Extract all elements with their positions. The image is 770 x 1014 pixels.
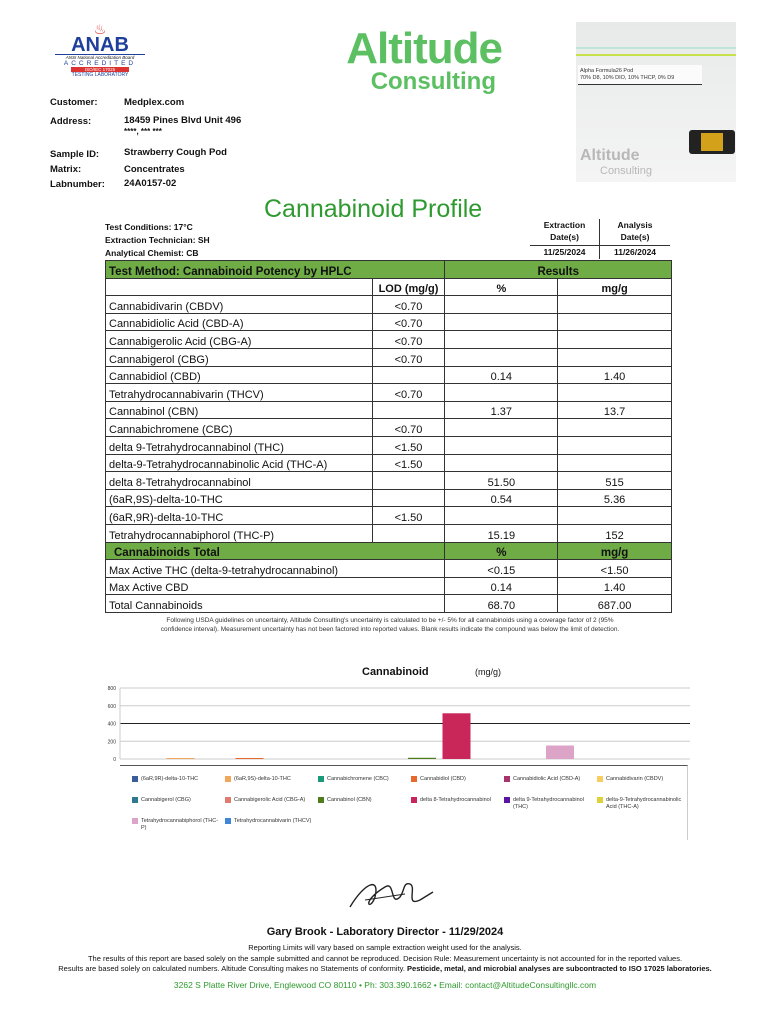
cell-pct xyxy=(445,454,558,472)
legend-swatch xyxy=(597,776,603,782)
cell-mg xyxy=(558,454,672,472)
table-row xyxy=(106,436,672,454)
cell-lod xyxy=(372,524,445,542)
sample-photo: Alpha Formula26 Pod 70% D8, 10% DIO, 10% THCP, 0% D9 Altitude Consulting xyxy=(576,22,736,182)
table-row xyxy=(106,348,672,366)
legend-item: delta-9-Tetrahydrocannabinolic Acid (THC-A) xyxy=(597,797,687,811)
cell-mg: 13.7 xyxy=(558,401,672,419)
cell-pct xyxy=(445,331,558,349)
results-table: Test Method: Cannabinoid Potency by HPLC Results LOD (mg/g) % mg/g Cannabidivarin (CBDV) <0.70 Cannabidiolic Acid (CBD-A) <0.70 Cannabigerolic Acid (CBG-A) <0.70 Cannabigerol (CBG) <0.70 Cannabidiol (CBD) 0.14 1.40 Tetrahydrocannabivarin (THCV) <0.70 Cannabinol (CBN) 1.37 13.7 Cannabichromene (CBC) <0.70 delta 9-Tetrahydrocannabinol (THC) <1.50 delta-9-Tetrahydrocannabinolic Acid (THC-A) <1.50 delta 8-Tetrahydrocannabinol 51.50 515 (6aR,9S)-delta-10-THC 0.54 5.36 (6aR,9R)-delta-10-THC <1.50 Tetrahydrocannabiphorol (THC-P) 15.19 152 Cannabinoids Total % mg/g Max Active THC (delta-9-tetrahydrocannabinol) <0.15 <1.50 Max Active CBD 0.14 1.40 Total Cannabinoids 68.70 687.00 xyxy=(105,260,672,613)
cell-pct: 1.37 xyxy=(445,401,558,419)
uncertainty-note: Following USDA guidelines on uncertainty, Altitude Consulting's uncertainty is calculated to be +/- 5% for all cannabinoids using a coverage factor of 2 (95% confidence interval). Measurement uncertainty has not been factored into reported values. Blank results indicate the compound was below the limit of detection. xyxy=(160,617,620,633)
legend-item: (6aR,9R)-delta-10-THC xyxy=(132,776,222,783)
cell-mg xyxy=(558,296,672,314)
cell-pct: 68.70 xyxy=(445,595,558,613)
table-row xyxy=(106,313,672,331)
cell-lod: <0.70 xyxy=(372,331,445,349)
cell-name: Cannabinol (CBN) xyxy=(106,401,373,419)
chart-unit: (mg/g) xyxy=(475,667,502,677)
legend-item: Cannabichromene (CBC) xyxy=(318,776,408,783)
cell-mg xyxy=(558,419,672,437)
bar xyxy=(236,758,264,759)
cell-lod xyxy=(372,401,445,419)
vape-pod xyxy=(689,130,735,154)
legend-swatch xyxy=(132,797,138,803)
table-row xyxy=(106,489,672,507)
chart-title: Cannabinoid xyxy=(362,666,429,678)
cell-name: (6aR,9S)-delta-10-THC xyxy=(106,489,373,507)
cell-mg xyxy=(558,313,672,331)
table-row xyxy=(106,401,672,419)
legend-swatch xyxy=(504,776,510,782)
bar xyxy=(546,746,574,759)
cell-pct xyxy=(445,348,558,366)
cell-mg xyxy=(558,436,672,454)
bar xyxy=(167,758,195,759)
cell-name: Cannabidiol (CBD) xyxy=(106,366,373,384)
cell-lod: <0.70 xyxy=(372,419,445,437)
cell-lod: <1.50 xyxy=(372,436,445,454)
legend-swatch xyxy=(411,797,417,803)
table-row xyxy=(106,384,672,402)
table-row xyxy=(106,524,672,542)
cell-name: delta 9-Tetrahydrocannabinol (THC) xyxy=(106,436,373,454)
cell-pct: 0.14 xyxy=(445,577,558,595)
bar xyxy=(408,758,436,759)
y-tick-label: 600 xyxy=(107,703,116,710)
legend-swatch xyxy=(225,776,231,782)
cell-mg: 687.00 xyxy=(558,595,672,613)
cell-lod: <0.70 xyxy=(372,296,445,314)
cell-mg: 5.36 xyxy=(558,489,672,507)
legend-item: delta 9-Tetrahydrocannabinol (THC) xyxy=(504,797,594,811)
table-row xyxy=(106,331,672,349)
page-title: Cannabinoid Profile xyxy=(264,195,483,223)
cell-lod xyxy=(372,472,445,490)
legend-item: delta 8-Tetrahydrocannabinol xyxy=(411,797,501,804)
cell-mg xyxy=(558,348,672,366)
legend-swatch xyxy=(225,797,231,803)
y-tick-label: 400 xyxy=(107,721,116,728)
legend-swatch xyxy=(132,776,138,782)
brand-logo: Altitude Consulting xyxy=(346,24,502,95)
cell-name: (6aR,9R)-delta-10-THC xyxy=(106,507,373,525)
cell-pct xyxy=(445,313,558,331)
cell-mg: 515 xyxy=(558,472,672,490)
y-tick-label: 0 xyxy=(113,757,116,763)
cell-lod: <0.70 xyxy=(372,384,445,402)
cell-mg: 1.40 xyxy=(558,577,672,595)
y-tick-label: 200 xyxy=(107,739,116,746)
legend-swatch xyxy=(225,818,231,824)
cell-mg xyxy=(558,331,672,349)
cannabinoid-chart xyxy=(90,682,700,764)
cell-mg: 152 xyxy=(558,524,672,542)
table-row xyxy=(106,366,672,384)
anab-logo: ♨ ANAB ANSI National Accreditation Board ACCREDITED ISO/IEC 17025 TESTING LABORATORY xyxy=(55,22,145,78)
cell-mg xyxy=(558,507,672,525)
method-header: Test Method: Cannabinoid Potency by HPLC xyxy=(106,261,445,279)
cell-name: Tetrahydrocannabivarin (THCV) xyxy=(106,384,373,402)
cell-name: Cannabigerolic Acid (CBG-A) xyxy=(106,331,373,349)
table-row xyxy=(106,507,672,525)
legend-swatch xyxy=(318,797,324,803)
legend-item: Cannabidivarin (CBDV) xyxy=(597,776,687,783)
cell-lod: <1.50 xyxy=(372,454,445,472)
bar xyxy=(443,713,471,759)
table-row xyxy=(106,472,672,490)
legend-item: (6aR,9S)-delta-10-THC xyxy=(225,776,315,783)
legend-swatch xyxy=(597,797,603,803)
test-conditions: Test Conditions: 17°C Extraction Technician: SH Analytical Chemist: CB xyxy=(105,222,210,258)
legend-swatch xyxy=(132,818,138,824)
cell-pct: 0.14 xyxy=(445,366,558,384)
cell-lod: <1.50 xyxy=(372,507,445,525)
legend-item: Tetrahydrocannabiphorol (THC-P) xyxy=(132,818,222,832)
cell-pct xyxy=(445,419,558,437)
footer: Gary Brook - Laboratory Director - 11/29/2024 Reporting Limits will vary based on sample extraction weight used for the analysis. The results of this report are based solely on the sample submitted and cannot be reproduced. Decision Rule: Measurement uncertainty is not accounted for in the reported values. Results are based solely on calculated numbers. Altitude Consulting makes no Statements of conformity. Pesticide, metal, and microbial analyses are subcontracted to ISO 17025 laboratories. 3262 S Platte River Drive, Englewood CO 80110 • Ph: 303.390.1662 • Email: contact@AltitudeConsultingllc.com xyxy=(0,926,770,991)
contact-info: 3262 S Platte River Drive, Englewood CO 80110 • Ph: 303.390.1662 • Email: contact@AltitudeConsultingllc.com xyxy=(173,979,597,990)
legend-swatch xyxy=(504,797,510,803)
cell-name: Tetrahydrocannabiphorol (THC-P) xyxy=(106,524,373,542)
cell-lod: <0.70 xyxy=(372,348,445,366)
cell-pct xyxy=(445,436,558,454)
cell-pct: 0.54 xyxy=(445,489,558,507)
cell-pct xyxy=(445,296,558,314)
totals-row xyxy=(106,577,672,595)
cell-name: delta 8-Tetrahydrocannabinol xyxy=(106,472,373,490)
cell-lod: <0.70 xyxy=(372,313,445,331)
cell-name: Total Cannabinoids xyxy=(106,595,445,613)
legend-item: Cannabinol (CBN) xyxy=(318,797,408,804)
legend-item: Cannabidiol (CBD) xyxy=(411,776,501,783)
cell-mg: 1.40 xyxy=(558,366,672,384)
table-row xyxy=(106,454,672,472)
signature xyxy=(345,872,435,917)
cell-pct xyxy=(445,384,558,402)
cell-mg: <1.50 xyxy=(558,560,672,578)
legend-item: Cannabigerol (CBG) xyxy=(132,797,222,804)
cell-name: Max Active CBD xyxy=(106,577,445,595)
cell-name: delta-9-Tetrahydrocannabinolic Acid (THC-A) xyxy=(106,454,373,472)
extraction-date: 11/25/2024 xyxy=(530,246,600,259)
customer-info: Customer: Medplex.com Address: 18459 Pines Blvd Unit 496 ****, *** *** Sample ID: Strawberry Cough Pod Matrix: Concentrates Labnumber: 24A0157-02 xyxy=(50,97,242,190)
cell-lod xyxy=(372,489,445,507)
cell-pct xyxy=(445,507,558,525)
y-tick-label: 800 xyxy=(107,686,116,692)
cell-name: Cannabichromene (CBC) xyxy=(106,419,373,437)
legend-item: Tetrahydrocannabivarin (THCV) xyxy=(225,818,315,825)
photo-label: Alpha Formula26 Pod 70% D8, 10% DIO, 10% THCP, 0% D9 xyxy=(578,65,702,85)
analysis-date: 11/26/2024 xyxy=(613,247,657,257)
table-row xyxy=(106,296,672,314)
totals-row xyxy=(106,595,672,613)
legend-item: Cannabigerolic Acid (CBG-A) xyxy=(225,797,315,804)
table-row xyxy=(106,419,672,437)
legend-swatch xyxy=(411,776,417,782)
cell-pct: 51.50 xyxy=(445,472,558,490)
torch-icon: ♨ xyxy=(93,21,107,37)
cell-mg xyxy=(558,384,672,402)
cell-name: Cannabidiolic Acid (CBD-A) xyxy=(106,313,373,331)
dates-box: Extraction Date(s) Analysis Date(s) 11/25/2024 11/26/2024 xyxy=(530,219,670,259)
cell-pct: <0.15 xyxy=(445,560,558,578)
cell-name: Max Active THC (delta-9-tetrahydrocannabinol) xyxy=(106,560,445,578)
chart-legend xyxy=(120,765,688,840)
cell-name: Cannabidivarin (CBDV) xyxy=(106,296,373,314)
totals-row xyxy=(106,560,672,578)
legend-item: Cannabidiolic Acid (CBD-A) xyxy=(504,776,594,783)
cell-name: Cannabigerol (CBG) xyxy=(106,348,373,366)
cell-lod xyxy=(372,366,445,384)
cell-pct: 15.19 xyxy=(445,524,558,542)
legend-swatch xyxy=(318,776,324,782)
